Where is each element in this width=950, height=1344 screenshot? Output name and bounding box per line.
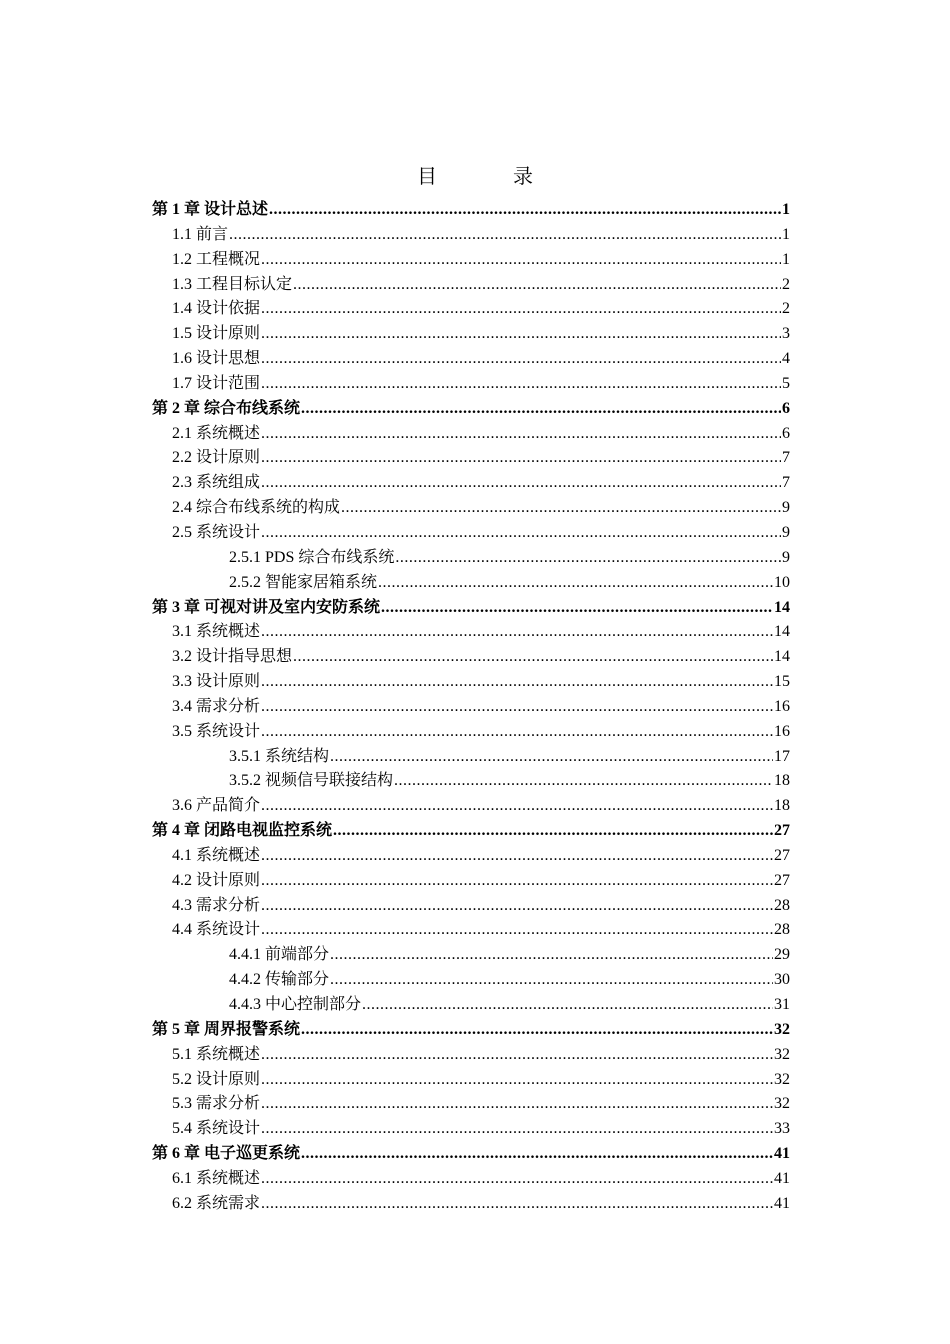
toc-page-number: 41 xyxy=(774,1145,790,1163)
toc-section-entry[interactable] xyxy=(152,1092,790,1117)
toc-entry-label: 4.4 系统设计 xyxy=(172,921,261,939)
toc-entry-label: 第 6 章 电子巡更系统 xyxy=(152,1145,301,1163)
toc-page-number: 1 xyxy=(782,250,790,268)
toc-entry-label: 2.5.2 智能家居箱系统 xyxy=(229,573,378,591)
toc-entry-label: 1.7 设计范围 xyxy=(172,374,261,392)
toc-dot-leader xyxy=(229,223,781,248)
toc-entry-label: 3.4 需求分析 xyxy=(172,697,261,715)
toc-page-number: 33 xyxy=(774,1120,790,1138)
toc-section-entry[interactable] xyxy=(152,521,790,546)
toc-section-entry[interactable] xyxy=(152,1043,790,1068)
toc-entry-label: 6.2 系统需求 xyxy=(172,1194,261,1212)
toc-page-number: 14 xyxy=(774,623,790,641)
toc-entry-label: 1.2 工程概况 xyxy=(172,250,261,268)
toc-page-number: 32 xyxy=(774,1045,790,1063)
toc-entry-label: 5.2 设计原则 xyxy=(172,1070,261,1088)
toc-page-number: 2 xyxy=(782,300,790,318)
toc-page-number: 32 xyxy=(774,1070,790,1088)
toc-dot-leader xyxy=(261,471,781,496)
toc-section-entry[interactable] xyxy=(152,1192,790,1217)
toc-subsection-entry[interactable] xyxy=(152,571,790,596)
toc-dot-leader xyxy=(261,1092,773,1117)
toc-page-number: 7 xyxy=(782,474,790,492)
toc-dot-leader xyxy=(293,645,773,670)
toc-entry-label: 4.3 需求分析 xyxy=(172,896,261,914)
toc-section-entry[interactable] xyxy=(152,1167,790,1192)
toc-section-entry[interactable] xyxy=(152,248,790,273)
toc-dot-leader xyxy=(261,670,773,695)
toc-dot-leader xyxy=(269,198,781,223)
toc-entry-label: 第 1 章 设计总述 xyxy=(152,201,269,218)
toc-page-number: 16 xyxy=(774,697,790,715)
toc-entry-label: 3.5 系统设计 xyxy=(172,722,261,740)
toc-subsection-entry[interactable] xyxy=(152,745,790,770)
toc-entry-label: 2.5.1 PDS 综合布线系统 xyxy=(229,548,395,566)
toc-page-number: 15 xyxy=(774,673,790,691)
toc-entry-label: 4.4.1 前端部分 xyxy=(229,946,330,964)
toc-chapter-entry[interactable] xyxy=(152,1018,790,1043)
toc-dot-leader xyxy=(394,769,773,794)
toc-page-number: 7 xyxy=(782,449,790,467)
toc-section-entry[interactable] xyxy=(152,322,790,347)
toc-entry-label: 第 5 章 周界报警系统 xyxy=(152,1020,301,1038)
toc-dot-leader xyxy=(261,422,781,447)
toc-dot-leader xyxy=(261,869,773,894)
toc-entry-label: 3.5.2 视频信号联接结构 xyxy=(229,772,394,790)
toc-section-entry[interactable] xyxy=(152,670,790,695)
toc-chapter-entry[interactable] xyxy=(152,198,790,223)
toc-dot-leader xyxy=(261,695,773,720)
toc-dot-leader xyxy=(261,1167,773,1192)
toc-page-number: 30 xyxy=(774,971,790,989)
toc-page-number: 28 xyxy=(774,921,790,939)
toc-chapter-entry[interactable] xyxy=(152,397,790,422)
toc-dot-leader xyxy=(261,720,773,745)
toc-entry-label: 6.1 系统概述 xyxy=(172,1169,261,1187)
toc-dot-leader xyxy=(330,745,773,770)
toc-entry-label: 2.2 设计原则 xyxy=(172,449,261,467)
toc-dot-leader xyxy=(330,943,773,968)
toc-page-number: 32 xyxy=(774,1020,790,1038)
toc-entry-label: 1.3 工程目标认定 xyxy=(172,275,293,293)
toc-dot-leader xyxy=(261,446,781,471)
toc-dot-leader xyxy=(261,844,773,869)
toc-dot-leader xyxy=(261,1043,773,1068)
toc-entry-label: 2.3 系统组成 xyxy=(172,474,261,492)
toc-section-entry[interactable] xyxy=(152,794,790,819)
toc-section-entry[interactable] xyxy=(152,1068,790,1093)
toc-dot-leader xyxy=(261,248,781,273)
toc-subsection-entry[interactable] xyxy=(152,546,790,571)
toc-entry-label: 第 3 章 可视对讲及室内安防系统 xyxy=(152,598,381,616)
toc-entry-label: 3.1 系统概述 xyxy=(172,623,261,641)
toc-section-entry[interactable] xyxy=(152,471,790,496)
toc-page-number: 41 xyxy=(774,1169,790,1187)
toc-dot-leader xyxy=(333,819,773,844)
toc-section-entry[interactable] xyxy=(152,347,790,372)
toc-section-entry[interactable] xyxy=(152,918,790,943)
toc-entry-label: 1.4 设计依据 xyxy=(172,300,261,318)
toc-dot-leader xyxy=(301,1018,773,1043)
toc-dot-leader xyxy=(261,918,773,943)
toc-page-number: 14 xyxy=(774,598,790,616)
toc-section-entry[interactable] xyxy=(152,695,790,720)
toc-page-number: 1 xyxy=(782,225,790,243)
toc-section-entry[interactable] xyxy=(152,273,790,298)
toc-page-number: 5 xyxy=(782,374,790,392)
toc-page-number: 16 xyxy=(774,722,790,740)
toc-section-entry[interactable] xyxy=(152,869,790,894)
toc-subsection-entry[interactable] xyxy=(152,993,790,1018)
toc-page-number: 9 xyxy=(782,499,790,517)
toc-entry-label: 2.5 系统设计 xyxy=(172,523,261,541)
toc-entry-label: 4.4.2 传输部分 xyxy=(229,971,330,989)
toc-dot-leader xyxy=(261,894,773,919)
toc-dot-leader xyxy=(261,347,781,372)
toc-dot-leader xyxy=(301,1142,773,1167)
toc-entry-label: 4.1 系统概述 xyxy=(172,846,261,864)
toc-dot-leader xyxy=(261,794,773,819)
toc-dot-leader xyxy=(261,1068,773,1093)
toc-page-number: 14 xyxy=(774,648,790,666)
toc-section-entry[interactable] xyxy=(152,1117,790,1142)
toc-dot-leader xyxy=(261,372,781,397)
toc-dot-leader xyxy=(261,322,781,347)
toc-entry-label: 3.6 产品简介 xyxy=(172,797,261,815)
toc-subsection-entry[interactable] xyxy=(152,943,790,968)
toc-dot-leader xyxy=(261,1117,773,1142)
toc-page-number: 31 xyxy=(774,996,790,1013)
toc-page-number: 1 xyxy=(782,201,790,218)
toc-dot-leader xyxy=(362,993,773,1018)
toc-entry-label: 3.2 设计指导思想 xyxy=(172,648,293,666)
toc-entry-label: 3.3 设计原则 xyxy=(172,673,261,691)
toc-page-number: 6 xyxy=(782,424,790,442)
toc-entry-label: 5.4 系统设计 xyxy=(172,1120,261,1138)
toc-dot-leader xyxy=(341,496,781,521)
toc-section-entry[interactable] xyxy=(152,720,790,745)
toc-section-entry[interactable] xyxy=(152,645,790,670)
toc-section-entry[interactable] xyxy=(152,844,790,869)
toc-entry-label: 5.3 需求分析 xyxy=(172,1095,261,1113)
toc-page-number: 4 xyxy=(782,350,790,368)
toc-chapter-entry[interactable] xyxy=(152,1142,790,1167)
toc-dot-leader xyxy=(330,968,773,993)
toc-page-number: 2 xyxy=(782,275,790,293)
toc-page-number: 6 xyxy=(782,399,790,417)
toc-entry-label: 第 2 章 综合布线系统 xyxy=(152,399,301,417)
toc-page-number: 27 xyxy=(774,822,790,840)
toc-page-number: 10 xyxy=(774,573,790,591)
toc-section-entry[interactable] xyxy=(152,894,790,919)
toc-page-number: 3 xyxy=(782,325,790,343)
toc-section-entry[interactable] xyxy=(152,223,790,248)
toc-chapter-entry[interactable] xyxy=(152,596,790,621)
toc-dot-leader xyxy=(261,521,781,546)
toc-page-number: 41 xyxy=(774,1194,790,1212)
toc-page-number: 27 xyxy=(774,871,790,889)
toc-chapter-entry[interactable] xyxy=(152,819,790,844)
toc-dot-leader xyxy=(395,546,781,571)
toc-list xyxy=(152,198,790,1217)
toc-section-entry[interactable] xyxy=(152,422,790,447)
toc-page-number: 18 xyxy=(774,797,790,815)
toc-page-number: 9 xyxy=(782,523,790,541)
toc-entry-label: 3.5.1 系统结构 xyxy=(229,747,330,765)
toc-dot-leader xyxy=(301,397,781,422)
toc-entry-label: 第 4 章 闭路电视监控系统 xyxy=(152,822,333,840)
toc-entry-label: 2.1 系统概述 xyxy=(172,424,261,442)
toc-section-entry[interactable] xyxy=(152,446,790,471)
toc-entry-label: 5.1 系统概述 xyxy=(172,1045,261,1063)
toc-subsection-entry[interactable] xyxy=(152,769,790,794)
toc-subsection-entry[interactable] xyxy=(152,968,790,993)
toc-page-number: 18 xyxy=(774,772,790,790)
toc-entry-label: 1.6 设计思想 xyxy=(172,350,261,368)
toc-entry-label: 4.2 设计原则 xyxy=(172,871,261,889)
toc-page-number: 9 xyxy=(782,548,790,566)
toc-page-number: 17 xyxy=(774,747,790,765)
toc-dot-leader xyxy=(261,1192,773,1217)
toc-page-number: 27 xyxy=(774,846,790,864)
toc-page-number: 32 xyxy=(774,1095,790,1113)
toc-dot-leader xyxy=(261,297,781,322)
toc-dot-leader xyxy=(381,596,773,621)
toc-dot-leader xyxy=(378,571,773,596)
toc-section-entry[interactable] xyxy=(152,372,790,397)
toc-section-entry[interactable] xyxy=(152,297,790,322)
toc-entry-label: 1.5 设计原则 xyxy=(172,325,261,343)
toc-section-entry[interactable] xyxy=(152,620,790,645)
toc-dot-leader xyxy=(261,620,773,645)
toc-page-number: 29 xyxy=(774,946,790,964)
toc-title: 目 录 xyxy=(417,166,561,188)
toc-page-number: 28 xyxy=(774,896,790,914)
toc-entry-label: 4.4.3 中心控制部分 xyxy=(229,996,362,1013)
toc-entry-label: 1.1 前言 xyxy=(172,225,229,243)
toc-dot-leader xyxy=(293,273,781,298)
toc-section-entry[interactable] xyxy=(152,496,790,521)
toc-entry-label: 2.4 综合布线系统的构成 xyxy=(172,499,341,517)
